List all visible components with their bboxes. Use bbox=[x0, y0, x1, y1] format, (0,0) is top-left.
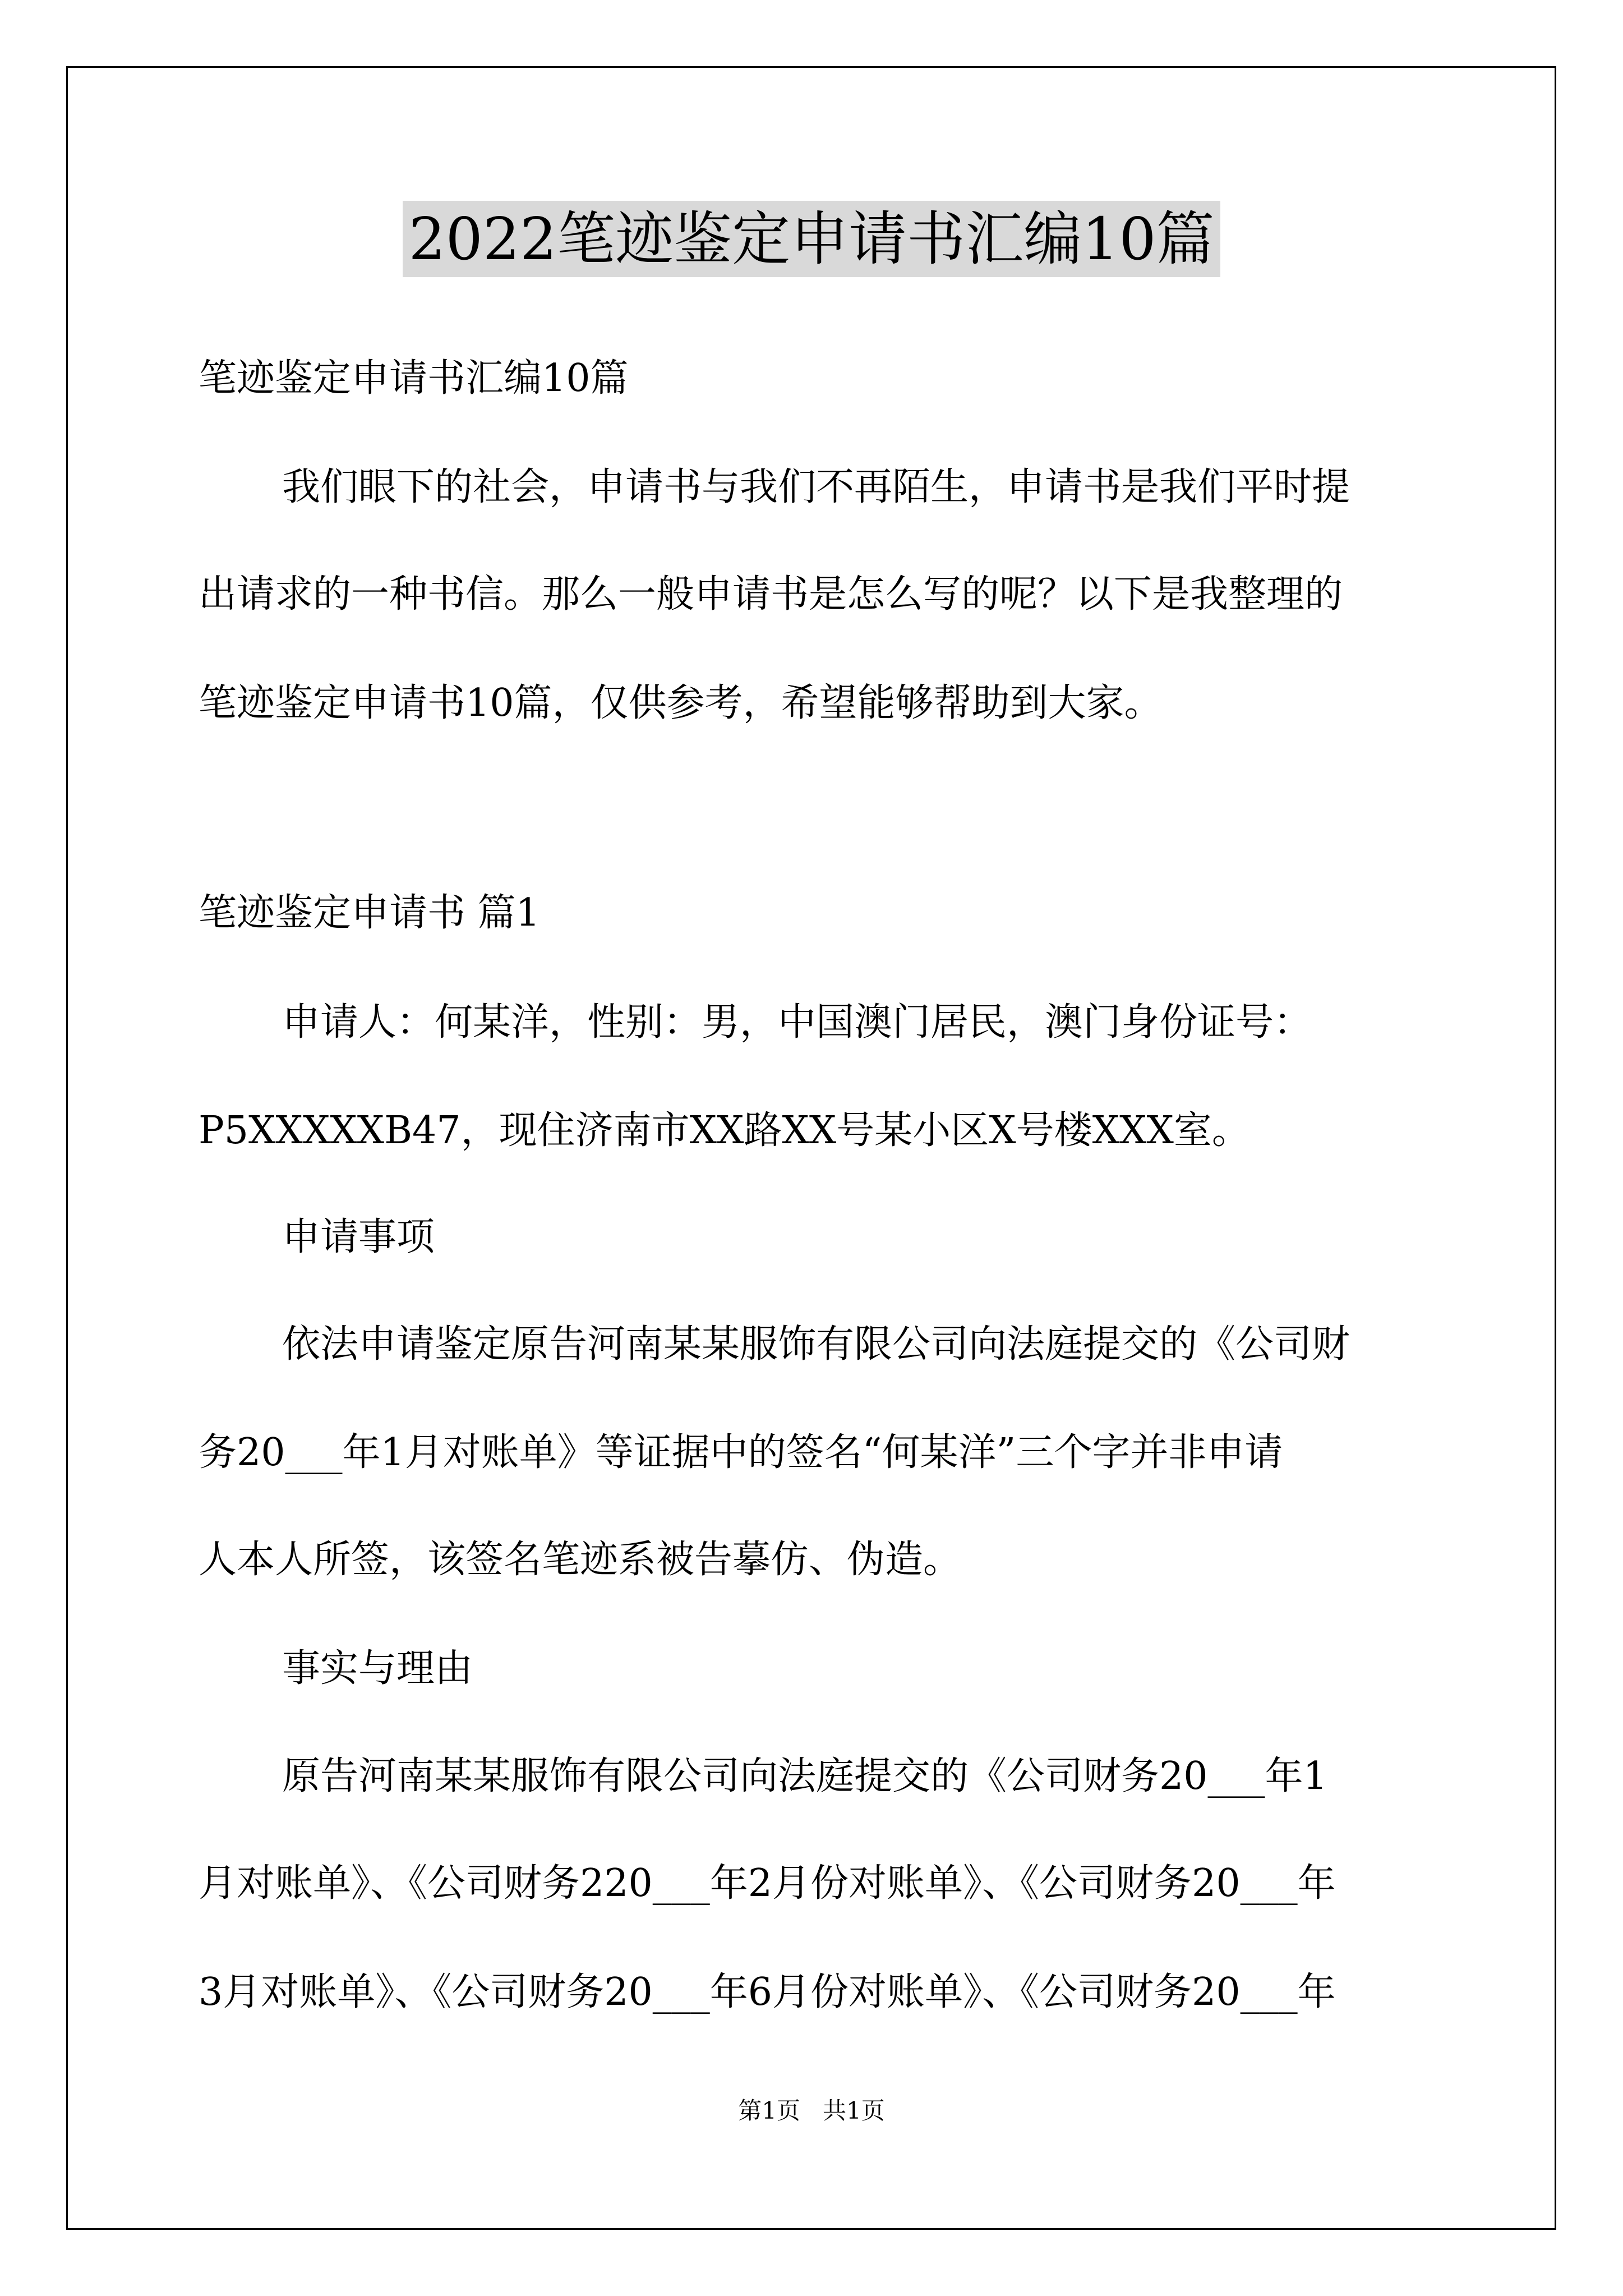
paragraph-line: P5XXXXXB47，现住济南市XX路XX号某小区X号楼XXX室。 bbox=[199, 1108, 1250, 1153]
paragraph-line: 申请人：何某洋，性别：男，中国澳门居民，澳门身份证号： bbox=[282, 1000, 1312, 1045]
paragraph-line: 3月对账单》、《公司财务20___年6月份对账单》、《公司财务20___年 bbox=[199, 1970, 1336, 2014]
paragraph-line: 依法申请鉴定原告河南某某服饰有限公司向法庭提交的《公司财 bbox=[282, 1322, 1350, 1366]
paragraph-line: 笔迹鉴定申请书10篇，仅供参考，希望能够帮助到大家。 bbox=[199, 681, 1163, 725]
document-title: 2022笔迹鉴定申请书汇编10篇 bbox=[403, 201, 1220, 277]
page-footer: 第1页 共1页 bbox=[738, 2097, 885, 2124]
section-heading: 笔迹鉴定申请书 篇1 bbox=[199, 891, 540, 935]
paragraph-line: 务20___年1月对账单》等证据中的签名“何某洋”三个字并非申请 bbox=[199, 1430, 1283, 1475]
paragraph-line: 出请求的一种书信。那么一般申请书是怎么写的呢？以下是我整理的 bbox=[199, 572, 1343, 616]
subheading: 申请事项 bbox=[282, 1215, 435, 1259]
subheading: 事实与理由 bbox=[282, 1646, 473, 1691]
document-subtitle: 笔迹鉴定申请书汇编10篇 bbox=[199, 356, 629, 401]
paragraph-line: 我们眼下的社会，申请书与我们不再陌生，申请书是我们平时提 bbox=[282, 465, 1350, 509]
paragraph-line: 月对账单》、《公司财务220___年2月份对账单》、《公司财务20___年 bbox=[199, 1861, 1336, 1906]
title-container bbox=[0, 201, 1623, 277]
paragraph-line: 原告河南某某服饰有限公司向法庭提交的《公司财务20___年1 bbox=[282, 1754, 1327, 1798]
paragraph-line: 人本人所签，该签名笔迹系被告摹仿、伪造。 bbox=[199, 1538, 962, 1582]
